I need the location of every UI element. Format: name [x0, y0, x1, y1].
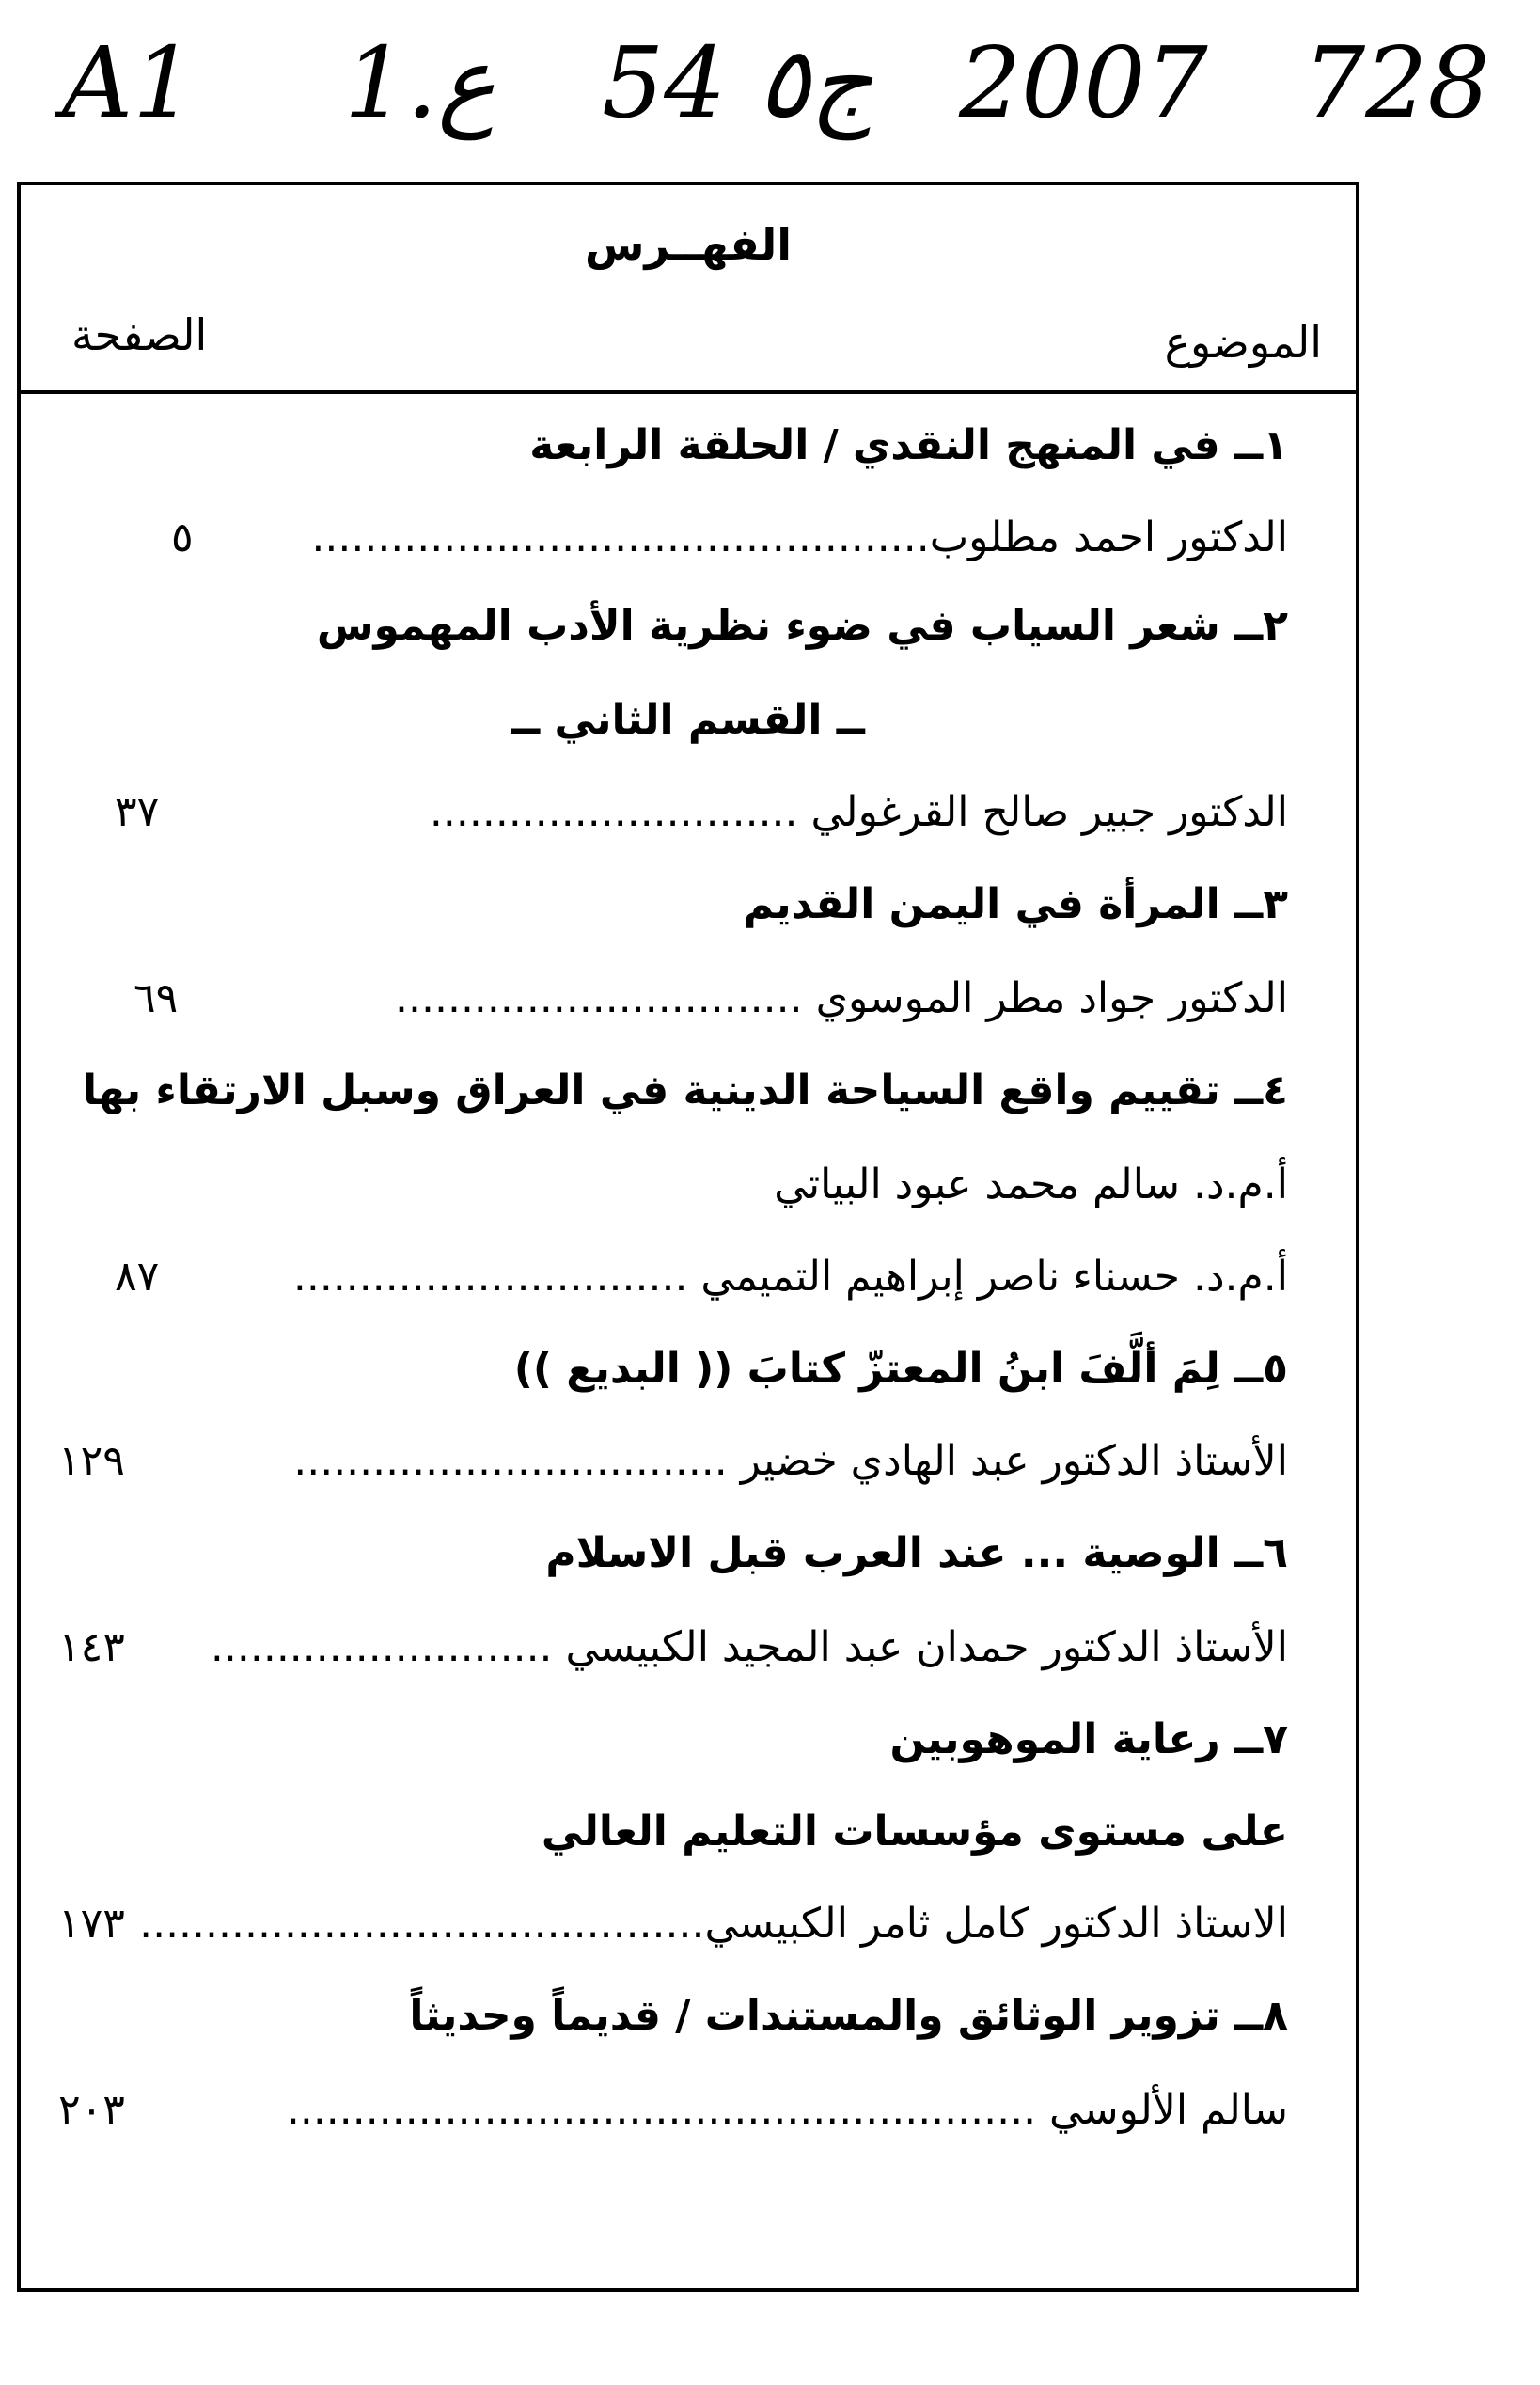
toc-entry-text: ٢ــ شعر السياب في ضوء نظرية الأدب المهموس: [316, 602, 1288, 650]
toc-row: [58, 1799, 1288, 1865]
toc-row: [58, 1058, 1288, 1124]
toc-row: [58, 413, 1288, 479]
toc-entry-text: أ.م.د. سالم محمد عبود البياتي: [774, 1161, 1288, 1208]
handwritten-year: 2007: [959, 25, 1208, 140]
toc-page-number: ٥: [171, 513, 194, 561]
column-header-page: الصفحة: [71, 309, 208, 360]
toc-page-number: ٢٠٣: [58, 2086, 125, 2134]
handwritten-number: 728: [1303, 25, 1490, 140]
toc-list: [21, 394, 1356, 2288]
toc-entry-text: الدكتور جواد مطر الموسوي ...............................: [395, 974, 1288, 1022]
toc-row: [21, 687, 1356, 753]
toc-entry-text: الأستاذ الدكتور عبد الهادي خضير .................................: [293, 1437, 1288, 1485]
toc-entry-text: ٣ــ المرأة في اليمن القديم: [743, 880, 1288, 928]
toc-row: [58, 1521, 1288, 1587]
toc-entry-text: ١ــ في المنهج النقدي / الحلقة الرابعة: [529, 421, 1288, 469]
toc-entry-text: ٤ــ تقييم واقع السياحة الدينية في العراق وسبل الارتقاء بها: [83, 1066, 1288, 1114]
toc-entry-text: ٥ــ لِمَ ألَّفَ ابنُ المعتزّ كتابَ (( البديع )): [513, 1345, 1288, 1393]
toc-page-number: ١٧٣: [58, 1900, 125, 1948]
toc-row: [58, 1891, 1288, 1957]
table-of-contents: [17, 182, 1359, 2292]
handwritten-code-3: 54 ج٥: [602, 25, 873, 140]
handwritten-code-1: A1: [62, 25, 196, 140]
toc-row: [58, 593, 1288, 659]
toc-row: [58, 1336, 1288, 1402]
toc-entry-text: ــ القسم الثاني ــ: [511, 696, 865, 744]
toc-entry-text: ٧ــ رعاية الموهوبين: [889, 1715, 1288, 1763]
toc-entry-text: الدكتور جبير صالح القرغولي ............................: [429, 788, 1288, 836]
toc-page-number: ١٤٣: [58, 1623, 125, 1671]
toc-row: [58, 1983, 1288, 2049]
toc-entry-text: الدكتور احمد مطلوب...............................................: [311, 513, 1288, 561]
toc-row: [58, 966, 1288, 1032]
column-header-topic: الموضوع: [1164, 317, 1322, 368]
toc-entry-text: سالم الألوسي .........................................................: [286, 2086, 1288, 2134]
toc-page-number: ٦٩: [134, 974, 179, 1022]
toc-entry-text: الأستاذ الدكتور حمدان عبد المجيد الكبيسي ..........................: [210, 1623, 1288, 1671]
toc-entry-text: ٨ــ تزوير الوثائق والمستندات / قديماً وحديثاً: [409, 1992, 1288, 2040]
toc-row: [58, 780, 1288, 845]
toc-row: [58, 505, 1288, 571]
toc-entry-text: الاستاذ الدكتور كامل ثامر الكبيسي...........................................: [139, 1900, 1288, 1948]
toc-entry-text: ٦ــ الوصية ... عند العرب قبل الاسلام: [545, 1529, 1288, 1577]
handwritten-code-2: 1.ع: [344, 25, 496, 140]
toc-row: [58, 1429, 1288, 1494]
toc-row: [58, 1707, 1288, 1773]
toc-entry-text: على مستوى مؤسسات التعليم العالي: [541, 1808, 1288, 1856]
handwritten-header: [0, 0, 1540, 188]
toc-title: الفهــرس: [584, 219, 793, 270]
toc-row: [58, 2077, 1288, 2143]
toc-row: [58, 1244, 1288, 1310]
toc-page-number: ٣٧: [115, 788, 160, 836]
toc-entry-text: أ.م.د. حسناء ناصر إبراهيم التميمي ..............................: [292, 1253, 1288, 1301]
toc-page-number: ٨٧: [115, 1253, 160, 1301]
toc-row: [58, 1615, 1288, 1681]
toc-row: [58, 872, 1288, 938]
toc-page-number: ١٢٩: [58, 1437, 125, 1485]
toc-header: [21, 185, 1356, 394]
toc-row: [58, 1152, 1288, 1218]
